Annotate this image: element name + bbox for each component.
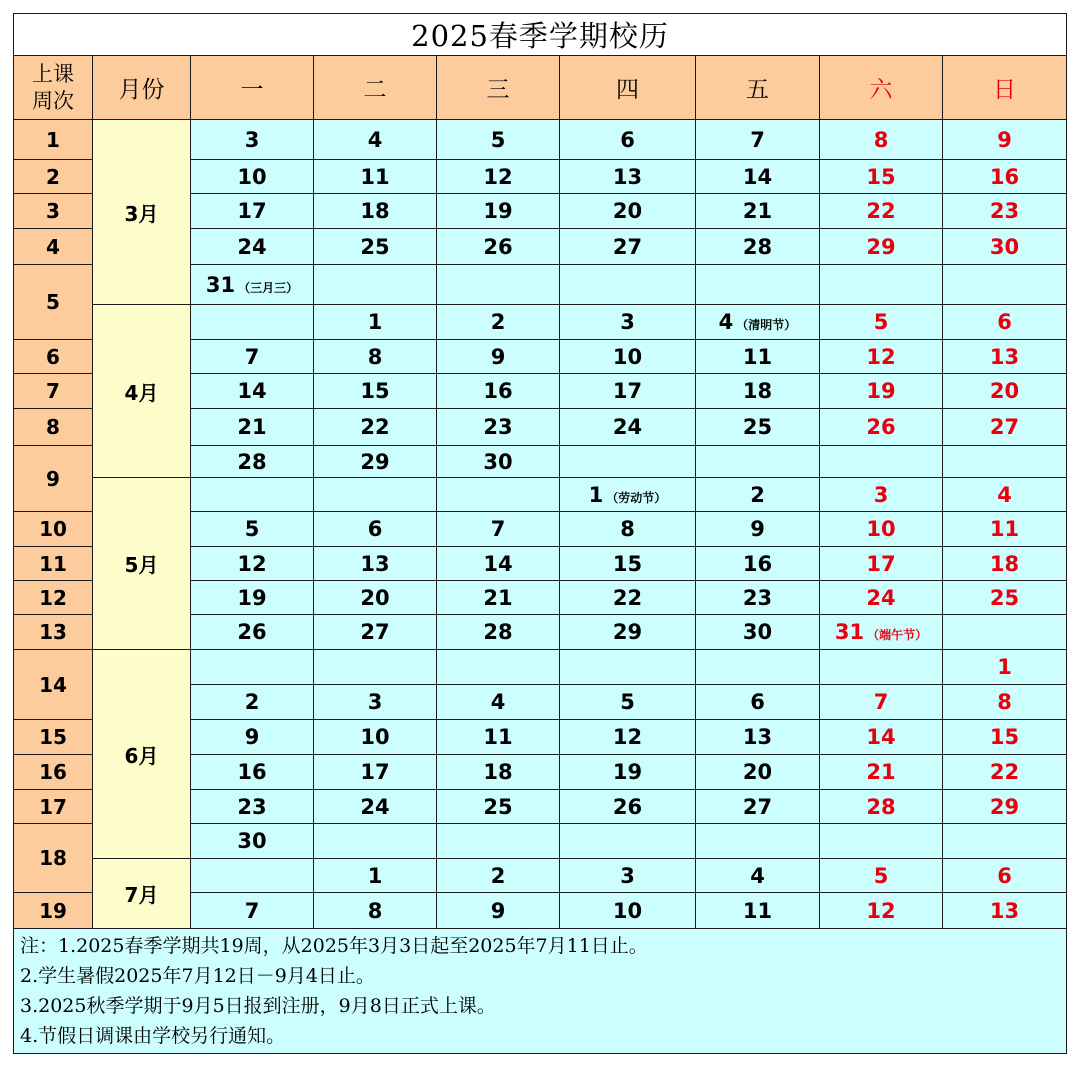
day-cell: 24 [191, 229, 314, 265]
day-cell: 19 [191, 581, 314, 615]
day-cell: 27 [943, 409, 1067, 446]
day-cell: 24 [560, 409, 696, 446]
day-cell: 20 [696, 755, 820, 790]
week-number: 11 [14, 547, 93, 581]
title-row [14, 14, 1067, 56]
header-day-5: 五 [696, 56, 820, 120]
day-cell: 15 [314, 374, 437, 409]
header-month: 月份 [93, 56, 191, 120]
day-cell: 13 [696, 720, 820, 755]
day-cell: 19 [437, 194, 560, 229]
day-cell: 8 [314, 340, 437, 374]
day-cell [314, 265, 437, 305]
day-cell: 28 [437, 615, 560, 650]
day-cell: 11 [943, 512, 1067, 547]
day-cell: 3 [191, 120, 314, 160]
header-day-1: 一 [191, 56, 314, 120]
week-number: 17 [14, 790, 93, 824]
day-cell: 10 [560, 340, 696, 374]
day-cell: 6 [943, 859, 1067, 893]
day-cell: 16 [696, 547, 820, 581]
note-line: 3.2025秋季学期于9月5日报到注册，9月8日正式上课。 [20, 995, 496, 1017]
week-number: 19 [14, 893, 93, 929]
day-cell [191, 859, 314, 893]
day-cell: 26 [437, 229, 560, 265]
day-cell: 14 [820, 720, 943, 755]
holiday-note: （端午节） [867, 628, 928, 642]
day-cell [696, 265, 820, 305]
holiday-note: （清明节） [736, 318, 797, 332]
week-number: 12 [14, 581, 93, 615]
day-cell: 1 [943, 650, 1067, 685]
day-cell [191, 305, 314, 340]
day-cell [696, 305, 820, 340]
day-cell: 17 [314, 755, 437, 790]
day-cell: 10 [560, 893, 696, 929]
day-cell [820, 824, 943, 859]
day-cell: 5 [820, 859, 943, 893]
week-number: 9 [14, 446, 93, 512]
day-cell [314, 478, 437, 512]
week-number: 8 [14, 409, 93, 446]
day-cell: 21 [437, 581, 560, 615]
day-cell: 8 [820, 120, 943, 160]
day-cell: 18 [314, 194, 437, 229]
day-cell: 3 [560, 859, 696, 893]
day-cell [943, 265, 1067, 305]
day-cell: 18 [943, 547, 1067, 581]
day-cell: 10 [820, 512, 943, 547]
day-cell [314, 824, 437, 859]
day-cell: 3 [820, 478, 943, 512]
day-cell: 30 [191, 824, 314, 859]
day-cell: 3 [314, 685, 437, 720]
day-cell: 26 [191, 615, 314, 650]
day-cell: 24 [314, 790, 437, 824]
day-cell: 26 [820, 409, 943, 446]
day-cell: 2 [696, 478, 820, 512]
day-cell: 30 [943, 229, 1067, 265]
day-cell: 14 [437, 547, 560, 581]
day-cell: 23 [696, 581, 820, 615]
day-cell: 27 [560, 229, 696, 265]
calendar-table [13, 13, 1067, 1054]
day-cell: 23 [437, 409, 560, 446]
day-cell: 29 [314, 446, 437, 478]
week-number: 10 [14, 512, 93, 547]
day-cell: 15 [560, 547, 696, 581]
day-cell: 14 [191, 374, 314, 409]
day-cell: 10 [314, 720, 437, 755]
week-number: 1 [14, 120, 93, 160]
day-cell [943, 824, 1067, 859]
day-cell: 7 [820, 685, 943, 720]
day-cell: 22 [820, 194, 943, 229]
day-cell: 17 [191, 194, 314, 229]
header-row [14, 56, 1067, 120]
header-day-4: 四 [560, 56, 696, 120]
notes [14, 929, 1067, 1054]
day-cell: 12 [820, 340, 943, 374]
calendar-row [14, 650, 1067, 685]
week-number: 3 [14, 194, 93, 229]
day-cell: 4 [696, 859, 820, 893]
day-cell: 25 [943, 581, 1067, 615]
day-cell: 7 [191, 340, 314, 374]
day-cell [314, 650, 437, 685]
day-cell: 11 [696, 893, 820, 929]
week-number: 2 [14, 160, 93, 194]
day-cell: 5 [560, 685, 696, 720]
month-label: 4月 [93, 305, 191, 478]
day-cell: 4 [437, 685, 560, 720]
calendar-row [14, 478, 1067, 512]
day-cell: 14 [696, 160, 820, 194]
week-number: 4 [14, 229, 93, 265]
week-number: 14 [14, 650, 93, 720]
day-cell: 12 [820, 893, 943, 929]
day-cell: 21 [696, 194, 820, 229]
day-cell [560, 478, 696, 512]
day-cell: 18 [696, 374, 820, 409]
day-cell: 27 [314, 615, 437, 650]
day-cell: 20 [943, 374, 1067, 409]
day-cell [437, 824, 560, 859]
week-number: 13 [14, 615, 93, 650]
day-cell: 28 [820, 790, 943, 824]
day-cell [560, 650, 696, 685]
day-cell: 4 [314, 120, 437, 160]
day-cell: 2 [437, 305, 560, 340]
holiday-note: （三月三） [238, 280, 299, 295]
day-cell: 8 [943, 685, 1067, 720]
day-cell [696, 824, 820, 859]
month-label: 6月 [93, 650, 191, 859]
day-cell: 30 [437, 446, 560, 478]
header-day-3: 三 [437, 56, 560, 120]
day-cell [191, 650, 314, 685]
day-cell [820, 615, 943, 650]
day-cell: 29 [943, 790, 1067, 824]
day-cell [437, 650, 560, 685]
day-cell [820, 446, 943, 478]
header-day-6: 六 [820, 56, 943, 120]
day-cell: 20 [560, 194, 696, 229]
calendar-row [14, 305, 1067, 340]
day-cell [943, 446, 1067, 478]
day-cell: 22 [314, 409, 437, 446]
day-cell: 11 [314, 160, 437, 194]
day-cell: 15 [820, 160, 943, 194]
day-cell [437, 265, 560, 305]
day-cell: 6 [943, 305, 1067, 340]
day-cell: 9 [696, 512, 820, 547]
day-cell: 15 [943, 720, 1067, 755]
day-cell [943, 615, 1067, 650]
day-cell: 9 [943, 120, 1067, 160]
day-cell: 8 [560, 512, 696, 547]
day-number: 4 [718, 310, 734, 334]
header-day-2: 二 [314, 56, 437, 120]
day-cell: 12 [191, 547, 314, 581]
day-cell [696, 446, 820, 478]
day-number: 31 [834, 620, 865, 644]
day-cell: 19 [820, 374, 943, 409]
day-cell: 1 [314, 305, 437, 340]
day-cell: 18 [437, 755, 560, 790]
day-cell: 5 [820, 305, 943, 340]
day-cell: 11 [696, 340, 820, 374]
day-cell: 17 [820, 547, 943, 581]
day-cell: 23 [191, 790, 314, 824]
day-cell: 11 [437, 720, 560, 755]
day-cell: 5 [437, 120, 560, 160]
calendar-title: 2025春季学期校历 [14, 14, 1067, 56]
day-cell [437, 478, 560, 512]
day-cell [560, 446, 696, 478]
note-line: 2.学生暑假2025年7月12日－9月4日止。 [20, 965, 375, 987]
day-cell [191, 265, 314, 305]
day-cell: 13 [943, 340, 1067, 374]
week-number: 6 [14, 340, 93, 374]
week-number: 5 [14, 265, 93, 340]
day-cell: 21 [191, 409, 314, 446]
header-week: 上课 周次 [14, 56, 93, 120]
note-line: 注：1.2025春季学期共19周，从2025年3月3日起至2025年7月11日止。 [20, 935, 648, 957]
day-cell: 22 [560, 581, 696, 615]
day-cell: 2 [191, 685, 314, 720]
day-cell: 6 [560, 120, 696, 160]
calendar-row [14, 120, 1067, 160]
day-cell: 10 [191, 160, 314, 194]
day-cell [560, 265, 696, 305]
day-cell: 28 [191, 446, 314, 478]
day-cell: 13 [560, 160, 696, 194]
day-cell: 6 [314, 512, 437, 547]
day-cell: 9 [191, 720, 314, 755]
notes-row [14, 929, 1067, 1054]
month-label: 7月 [93, 859, 191, 929]
day-cell: 19 [560, 755, 696, 790]
day-number: 31 [205, 272, 236, 297]
month-label: 5月 [93, 478, 191, 650]
day-cell: 9 [437, 893, 560, 929]
day-cell: 16 [943, 160, 1067, 194]
month-label: 3月 [93, 120, 191, 305]
day-cell: 9 [437, 340, 560, 374]
day-cell: 5 [191, 512, 314, 547]
day-cell: 16 [191, 755, 314, 790]
day-cell: 25 [437, 790, 560, 824]
day-cell: 29 [820, 229, 943, 265]
day-cell: 13 [314, 547, 437, 581]
day-cell: 29 [560, 615, 696, 650]
day-cell: 30 [696, 615, 820, 650]
day-cell: 25 [696, 409, 820, 446]
day-cell [560, 824, 696, 859]
day-cell: 7 [696, 120, 820, 160]
day-cell: 22 [943, 755, 1067, 790]
day-cell: 6 [696, 685, 820, 720]
day-cell: 26 [560, 790, 696, 824]
calendar-row [14, 859, 1067, 893]
holiday-note: （劳动节） [606, 490, 667, 505]
day-cell: 12 [437, 160, 560, 194]
day-cell: 16 [437, 374, 560, 409]
day-cell: 25 [314, 229, 437, 265]
day-cell: 27 [696, 790, 820, 824]
day-cell [820, 650, 943, 685]
day-cell: 23 [943, 194, 1067, 229]
day-cell: 13 [943, 893, 1067, 929]
day-cell: 8 [314, 893, 437, 929]
day-cell: 24 [820, 581, 943, 615]
day-cell: 1 [314, 859, 437, 893]
school-calendar [13, 13, 1067, 1054]
day-cell: 3 [560, 305, 696, 340]
day-cell: 21 [820, 755, 943, 790]
day-cell [191, 478, 314, 512]
week-number: 16 [14, 755, 93, 790]
week-number: 7 [14, 374, 93, 409]
day-cell [820, 265, 943, 305]
day-cell: 4 [943, 478, 1067, 512]
day-cell: 7 [437, 512, 560, 547]
day-number: 1 [588, 482, 604, 507]
day-cell: 2 [437, 859, 560, 893]
header-day-7: 日 [943, 56, 1067, 120]
day-cell: 17 [560, 374, 696, 409]
day-cell: 20 [314, 581, 437, 615]
note-line: 4.节假日调课由学校另行通知。 [20, 1025, 286, 1047]
day-cell: 12 [560, 720, 696, 755]
week-number: 15 [14, 720, 93, 755]
day-cell [696, 650, 820, 685]
day-cell: 28 [696, 229, 820, 265]
day-cell: 7 [191, 893, 314, 929]
week-number: 18 [14, 824, 93, 893]
